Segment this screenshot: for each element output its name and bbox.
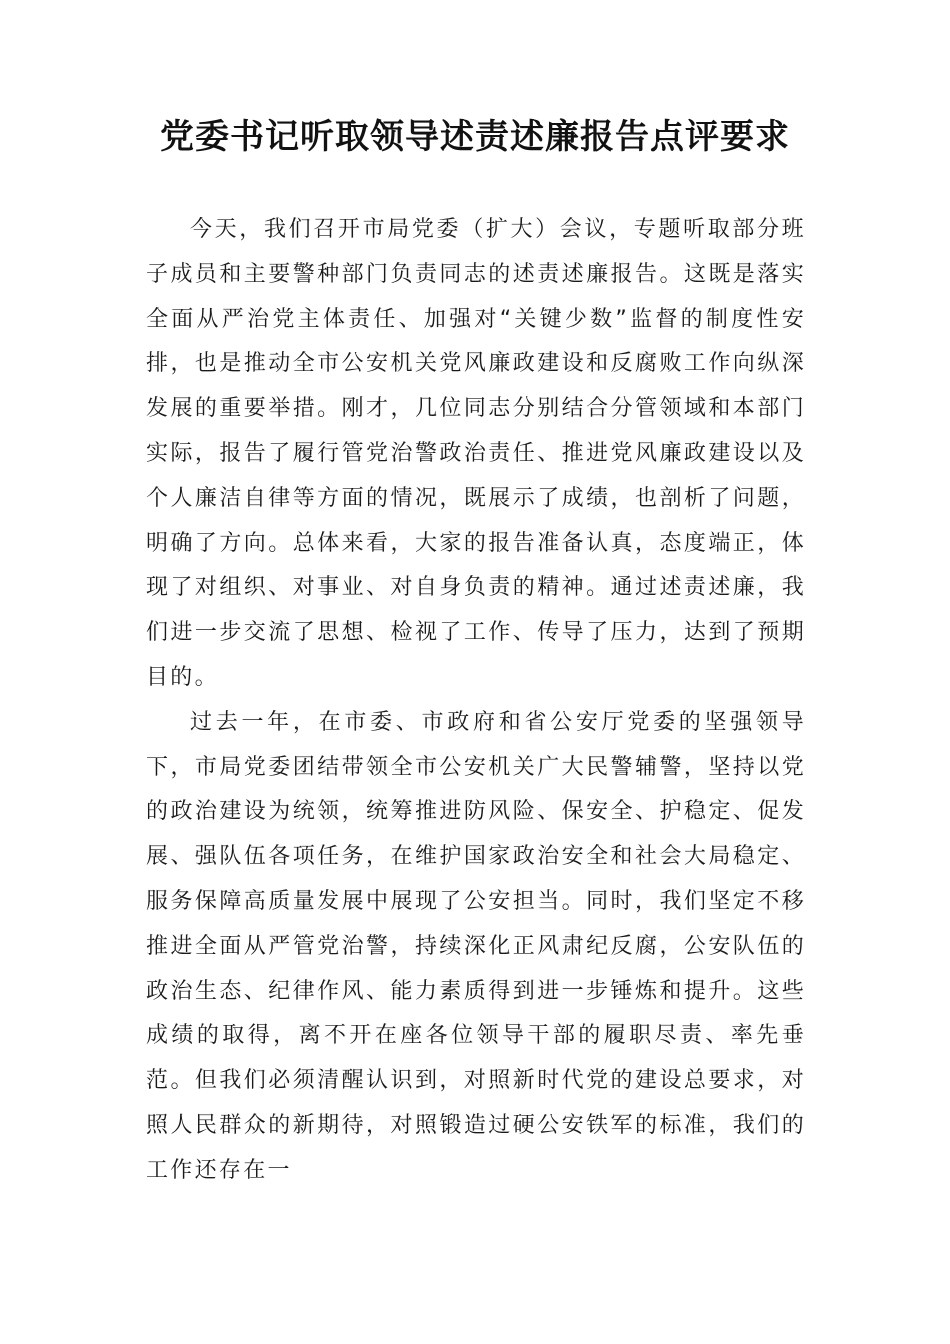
paragraph-2: 过去一年，在市委、市政府和省公安厅党委的坚强领导下，市局党委团结带领全市公安机关广大民警辅警，坚持以党的政治建设为统领，统筹推进防风险、保安全、护稳定、促发展、强队伍各项任务，在维护国家政治安全和社会大局稳定、服务保障高质量发展中展现了公安担当。同时，我们坚定不移推进全面从严管党治警，持续深化正风肃纪反腐，公安队伍的政治生态、纪律作风、能力素质得到进一步锤炼和提升。这些成绩的取得，离不开在座各位领导干部的履职尽责、率先垂范。但我们必须清醒认识到，对照新时代党的建设总要求，对照人民群众的新期待，对照锻造过硬公安铁军的标准，我们的工作还存在一 bbox=[146, 709, 806, 1183]
paragraph-1: 今天，我们召开市局党委（扩大）会议，专题听取部分班子成员和主要警种部门负责同志的述责述廉报告。这既是落实全面从严治党主体责任、加强对“关键少数”监督的制度性安排，也是推动全市公安机关党风廉政建设和反腐败工作向纵深发展的重要举措。刚才，几位同志分别结合分管领域和本部门实际，报告了履行管党治警政治责任、推进党风廉政建设以及个人廉洁自律等方面的情况，既展示了成绩，也剖析了问题，明确了方向。总体来看，大家的报告准备认真，态度端正，体现了对组织、对事业、对自身负责的精神。通过述责述廉，我们进一步交流了思想、检视了工作、传导了压力，达到了预期目的。 bbox=[146, 217, 806, 690]
document-title: 党委书记听取领导述责述廉报告点评要求 bbox=[160, 117, 790, 157]
document-body bbox=[146, 208, 806, 1194]
